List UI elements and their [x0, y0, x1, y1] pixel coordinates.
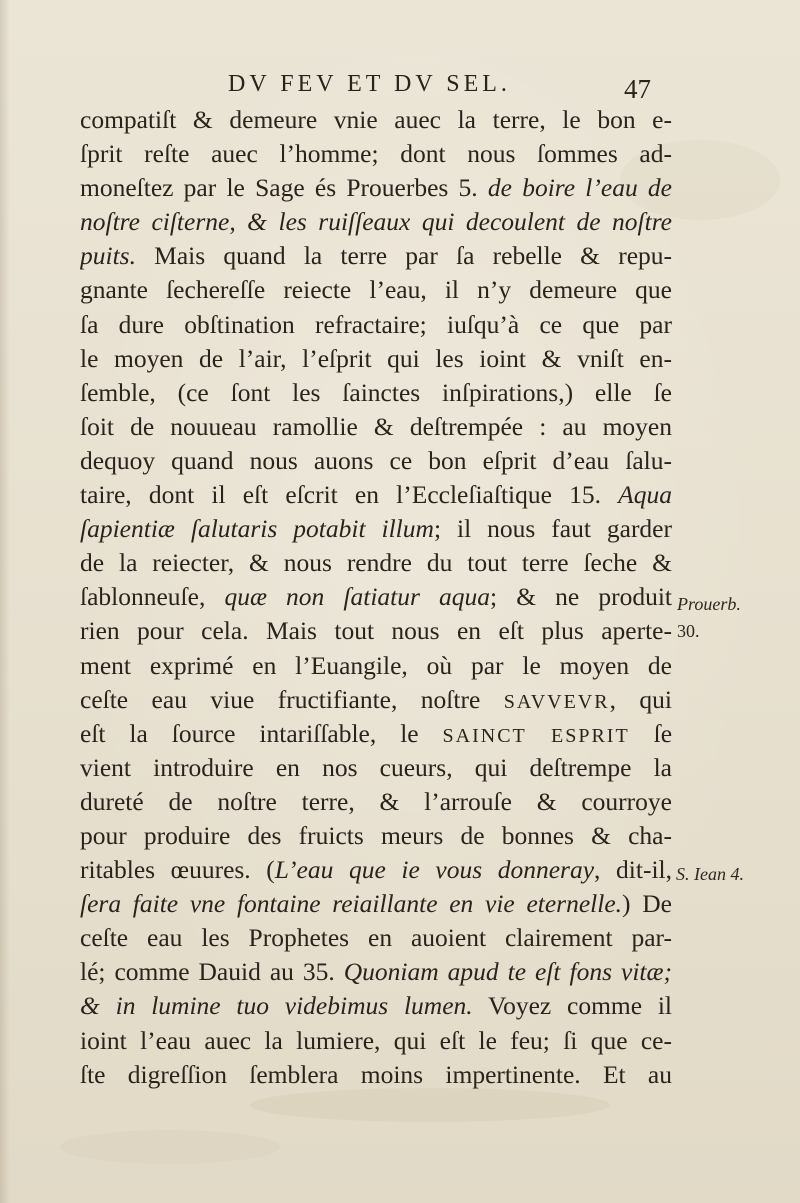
text-line — [80, 478, 672, 512]
text-line — [80, 171, 672, 205]
text-run: ; & ne produit — [490, 582, 672, 612]
body-text — [80, 103, 672, 1092]
text-line — [80, 308, 672, 342]
text-line — [80, 1024, 672, 1058]
text-run: dequoy quand nous auons ce bon eſprit d’eau ſalu- — [80, 445, 672, 475]
text-line — [80, 512, 672, 546]
text-run: Voyez comme il — [472, 991, 672, 1021]
text-run: , dit-il, — [594, 855, 672, 885]
text-line — [80, 410, 672, 444]
text-line — [80, 546, 672, 580]
italic-text-run: Aqua — [618, 480, 672, 510]
text-run: ſemble, (ce ſont les ſainctes inſpirations,) elle ſe — [80, 377, 672, 407]
italic-text-run: puits. — [80, 241, 136, 271]
text-run: ſte digreſſion ſemblera moins impertinente. Et au — [80, 1059, 672, 1089]
paper-stain — [250, 1088, 610, 1122]
text-line — [80, 103, 672, 137]
text-run: ſprit reſte auec l’homme; dont nous ſommes ad- — [80, 139, 672, 169]
text-run: ſoit de nouueau ramollie & deſtrempée : au moyen — [80, 411, 672, 441]
small-caps-text-run: SAVVEVR — [503, 690, 610, 713]
text-run: compatiſt & demeure vnie auec la terre, le bon e- — [80, 105, 672, 134]
text-line — [80, 751, 672, 785]
text-run: vient introduire en nos cueurs, qui deſtrempe la — [80, 752, 672, 782]
margin-note-jean: S. Iean 4. — [676, 864, 744, 884]
text-run: ſablonneuſe, — [80, 582, 225, 612]
margin-note-proverb: Prouerb. — [677, 594, 741, 614]
text-run: gnante ſechereſſe reiecte l’eau, il n’y demeure que — [80, 275, 672, 305]
text-run: ſe — [629, 718, 672, 748]
text-run: ritables œuures. ( — [80, 855, 275, 885]
text-run: ceſte eau viue fructifiante, noſtre — [80, 684, 504, 714]
small-caps-text-run: SAINCT ESPRIT — [442, 724, 630, 747]
text-run: ) De — [622, 889, 672, 919]
text-line — [80, 819, 672, 853]
text-run: de la reiecter, & nous rendre du tout terre ſeche & — [80, 548, 672, 578]
italic-text-run: ſera faite vne fontaine reiaillante en vie eternelle. — [80, 889, 623, 919]
text-run: pour produire des fruicts meurs de bonnes & cha- — [80, 820, 672, 850]
text-line — [80, 580, 672, 614]
text-run: lé; comme Dauid au 35. — [80, 957, 344, 987]
text-line — [80, 717, 672, 751]
text-line — [80, 887, 672, 921]
text-line — [80, 444, 672, 478]
text-line — [80, 137, 672, 171]
text-run: le moyen de l’air, l’eſprit qui les ioint & vniſt en- — [80, 343, 672, 373]
text-line — [80, 683, 672, 717]
paper-stain — [60, 1130, 280, 1164]
text-line — [80, 1058, 672, 1092]
italic-text-run: noſtre ciſterne, & les ruiſſeaux qui decoulent de noſtre — [80, 207, 672, 237]
text-run: ; il nous faut garder — [433, 514, 672, 544]
text-line — [80, 342, 672, 376]
text-run: ceſte eau les Prophetes en auoient clairement par- — [80, 923, 672, 953]
italic-text-run: Quoniam apud te eſt fons vitæ; — [343, 957, 672, 987]
text-run: , qui — [609, 684, 672, 714]
text-run: taire, dont il eſt eſcrit en l’Eccleſiaſtique 15. — [80, 480, 619, 510]
text-line — [80, 205, 672, 239]
text-line — [80, 614, 672, 648]
text-run: ſa dure obſtination refractaire; iuſqu’à ce que par — [80, 309, 672, 339]
text-run: eſt la ſource intariſſable, le — [80, 718, 443, 748]
text-line — [80, 239, 672, 273]
text-run: dureté de noſtre terre, & l’arrouſe & courroye — [80, 786, 672, 816]
text-run: moneſtez par le Sage és Prouerbes 5. — [80, 173, 488, 203]
text-line — [80, 376, 672, 410]
text-line — [80, 955, 672, 989]
text-line — [80, 273, 672, 307]
margin-note-proverb-ref: 30. — [677, 621, 700, 641]
page-edge-shadow — [0, 0, 10, 1203]
text-line — [80, 989, 672, 1023]
page-number: 47 — [624, 74, 651, 104]
italic-text-run: ſapientiæ ſalutaris potabit illum — [80, 514, 434, 544]
italic-text-run: quæ non ſatiatur aqua — [224, 582, 491, 612]
text-run: rien pour cela. Mais tout nous en eſt plus aperte- — [80, 616, 672, 646]
text-line — [80, 649, 672, 683]
text-run: ment exprimé en l’Euangile, où par le moyen de — [80, 650, 672, 680]
text-run: ioint l’eau auec la lumiere, qui eſt le feu; ſi que ce- — [80, 1025, 672, 1055]
italic-text-run: & in lumine tuo videbimus lumen. — [80, 991, 473, 1021]
text-line — [80, 921, 672, 955]
running-head: DV FEV ET DV SEL. — [228, 71, 511, 97]
italic-text-run: L’eau que ie vous donneray — [274, 855, 595, 885]
text-run: Mais quand la terre par ſa rebelle & repu- — [135, 241, 672, 271]
text-line — [80, 853, 672, 887]
text-line — [80, 785, 672, 819]
italic-text-run: de boire l’eau de — [487, 173, 672, 203]
